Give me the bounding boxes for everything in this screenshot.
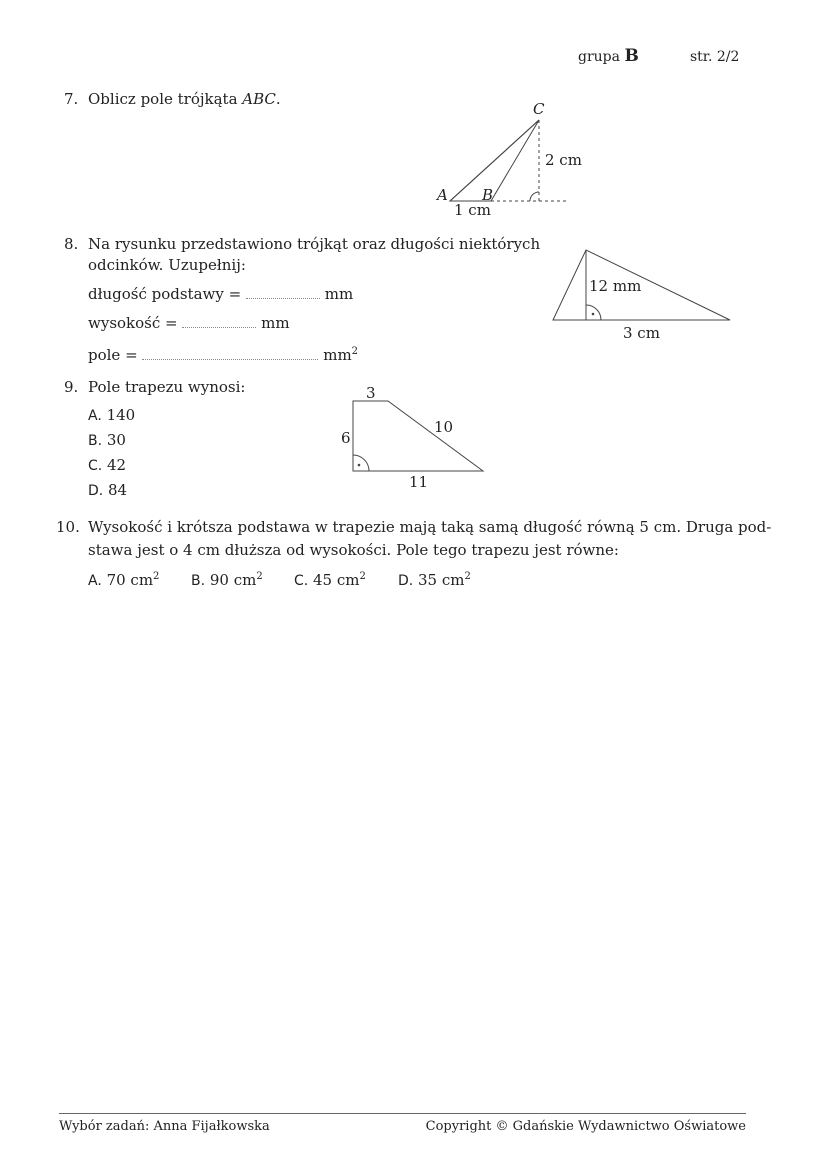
footer-copyright: Copyright © Gdańskie Wydawnictwo Oświatowe [425, 1119, 746, 1134]
q7-number: 7. [64, 90, 79, 108]
q9-text: Pole trapezu wynosi: [88, 378, 246, 396]
option-letter: A. [88, 408, 102, 424]
q8-triangle-figure [553, 250, 730, 320]
page-number: str. 2/2 [690, 49, 740, 65]
field-area-unit: mm [323, 346, 352, 364]
option-letter: C. [294, 573, 309, 589]
option-value: 35 cm [418, 571, 465, 589]
label-b: B [482, 186, 494, 204]
option-letter: B. [191, 573, 206, 589]
option-letter: A. [88, 573, 102, 589]
label-10: 10 [434, 418, 454, 436]
field-base-unit: mm [324, 285, 354, 303]
option-value: 84 [108, 481, 128, 499]
label-c: C [533, 100, 545, 118]
right-angle-mark [353, 455, 369, 471]
q7-abc: ABC [242, 90, 276, 108]
field-height-unit: mm [261, 314, 290, 332]
field-height-label: wysokość = [88, 314, 178, 332]
option-exp: 2 [359, 571, 366, 582]
group-text: grupa [578, 49, 620, 65]
side-ac [450, 120, 539, 201]
option-letter: B. [88, 433, 103, 449]
q8-line2: odcinków. Uzupełnij: [88, 256, 246, 274]
q10-line2: stawa jest o 4 cm dłuższa od wysokości. Pole tego trapezu jest równe: [88, 541, 619, 559]
option-value: 45 cm [313, 571, 360, 589]
option-value: 140 [106, 406, 136, 424]
option-letter: C. [88, 458, 103, 474]
label-base-1cm: 1 cm [454, 201, 491, 219]
field-area-label: pole = [88, 346, 138, 364]
label-3cm: 3 cm [623, 324, 660, 342]
q9-trapezoid-figure [353, 401, 483, 471]
q10-line1: Wysokość i krótsza podstawa w trapezie mają taką samą długość równą 5 cm. Druga pod- [88, 518, 772, 536]
group-letter: B [624, 46, 639, 66]
right-angle-mark [530, 192, 539, 201]
option-value: 30 [106, 431, 126, 449]
label-a: A [437, 186, 448, 204]
label-6: 6 [341, 429, 351, 447]
option-value: 90 cm [209, 571, 257, 589]
q8-line1: Na rysunku przedstawiono trójkąt oraz długości niektórych [88, 235, 541, 253]
q8-number: 8. [64, 235, 79, 253]
option-exp: 2 [464, 571, 471, 582]
label-height-2cm: 2 cm [545, 151, 582, 169]
q10-number: 10. [56, 518, 80, 536]
option-exp: 2 [153, 571, 160, 582]
footer-author: Wybór zadań: Anna Fijałkowska [59, 1119, 270, 1134]
option-exp: 2 [256, 571, 263, 582]
q9-number: 9. [64, 378, 79, 396]
footer-divider [59, 1113, 746, 1114]
q7-text-main: Oblicz pole trójkąta [88, 90, 243, 108]
q7-dot: . [275, 90, 281, 108]
label-3: 3 [366, 384, 376, 402]
option-value: 70 cm [106, 571, 154, 589]
option-value: 42 [107, 456, 127, 474]
field-area-exp: 2 [351, 346, 359, 357]
option-letter: D. [398, 573, 414, 589]
label-12mm: 12 mm [589, 277, 642, 295]
label-11: 11 [409, 473, 429, 491]
right-angle-mark [586, 305, 601, 320]
field-base-label: długość podstawy = [88, 285, 242, 303]
option-letter: D. [88, 483, 104, 499]
